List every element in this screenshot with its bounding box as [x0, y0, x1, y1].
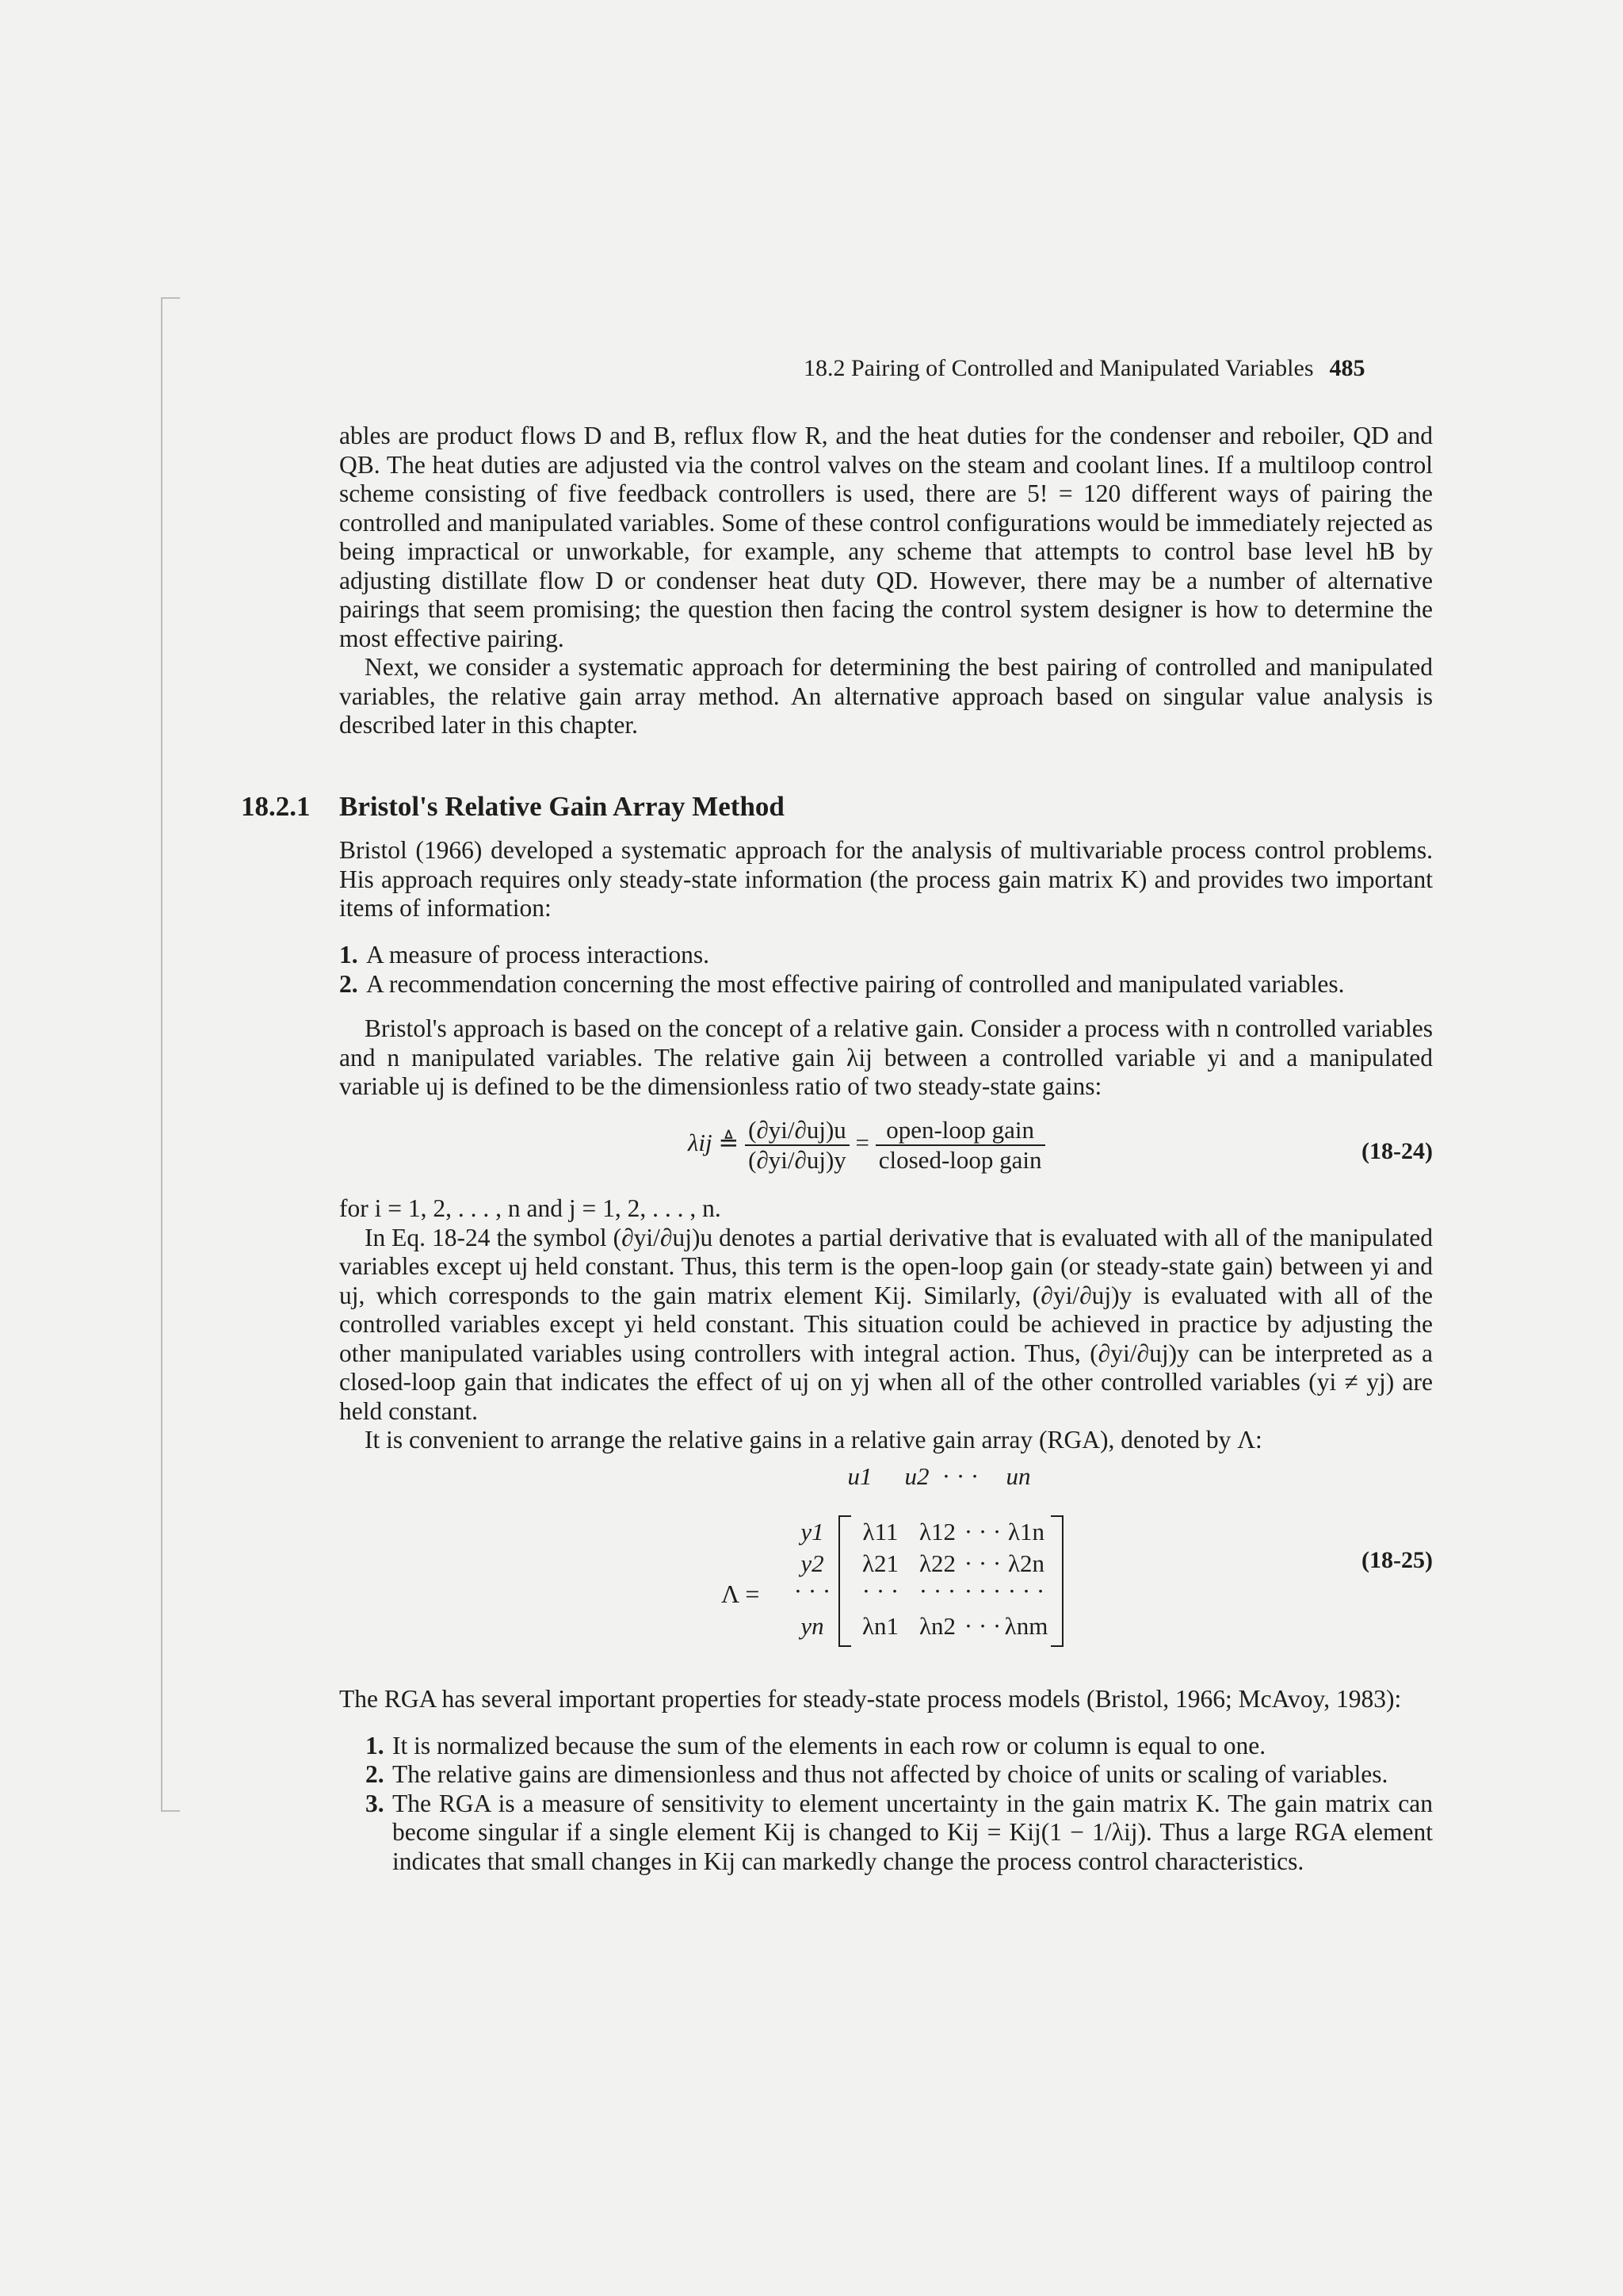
eq24-fraction-partials	[745, 1116, 850, 1175]
property-text: It is normalized because the sum of the elements in each row or column is equal to one.	[392, 1731, 1266, 1759]
eq24-lhs: λij	[688, 1129, 712, 1157]
matrix-cell: · · ·	[1007, 1577, 1045, 1605]
matrix-cell: · · ·	[861, 1577, 899, 1605]
section-number: 18.2.1	[241, 791, 311, 822]
eq24-def-symbol: ≜	[718, 1129, 739, 1157]
eq24-equals: =	[855, 1129, 869, 1157]
eq24-denominator-1: (∂yi/∂uj)y	[748, 1146, 846, 1174]
col-label: u2	[904, 1462, 930, 1490]
list-item	[339, 941, 1433, 970]
list-item-text: A recommendation concerning the most effective pairing of controlled and manipulated variables.	[366, 969, 1345, 998]
matrix-cell: λ1n	[1007, 1518, 1045, 1545]
equation-label-18-24: (18-24)	[1361, 1138, 1433, 1164]
section-intro	[339, 836, 1433, 923]
after-eq24-paragraph-2: It is convenient to arrange the relative gains in a relative gain array (RGA), denoted by Λ:	[365, 1426, 1262, 1454]
property-text: The relative gains are dimensionless and thus not affected by choice of units or scaling of variables.	[392, 1760, 1388, 1788]
matrix-cell: λ22	[918, 1549, 957, 1577]
matrix-cell: λ12	[918, 1518, 957, 1545]
intro-paragraph-2: Next, we consider a systematic approach for determining the best pairing of controlled and manipulated variables, the relative gain array method. An alternative approach based on singular value analysis is described later in this chapter.	[339, 653, 1433, 739]
section-list	[339, 941, 1433, 999]
matrix-cell: λn1	[861, 1612, 899, 1640]
matrix-cell: λ11	[862, 1518, 899, 1545]
property-text: The RGA is a measure of sensitivity to element uncertainty in the gain matrix K. The gain matrix can become singular if a single element Kij is changed to Kij = Kij(1 − 1/λij). Thus a large RGA element indicates that small changes in Kij can markedly change the process control characteristics.	[392, 1789, 1433, 1875]
property-number: 3.	[365, 1789, 384, 1817]
page-number: 485	[1329, 355, 1365, 381]
running-title: 18.2 Pairing of Controlled and Manipulated Variables	[804, 355, 1314, 381]
margin-tick-bottom	[161, 1810, 180, 1812]
list-item-number: 2.	[339, 969, 358, 998]
matrix-cell: · · ·	[964, 1549, 1002, 1577]
section-paragraph-2-block	[339, 1014, 1433, 1102]
matrix-cell: · · ·	[964, 1612, 1002, 1640]
equation-label-18-25: (18-25)	[1361, 1547, 1433, 1573]
property-item	[365, 1732, 1433, 1761]
eq24-numerator-1: (∂yi/∂uj)u	[745, 1116, 850, 1146]
row-label: yn	[800, 1612, 824, 1640]
matrix-cell: λn2	[918, 1612, 957, 1640]
list-item-text: A measure of process interactions.	[366, 941, 709, 968]
eq24-denominator-2: closed-loop gain	[878, 1146, 1042, 1174]
property-item	[365, 1760, 1433, 1790]
properties-section	[339, 1685, 1433, 1876]
margin-rule	[161, 297, 162, 1811]
index-range: for i = 1, 2, . . . , n and j = 1, 2, . . . , n.	[339, 1194, 721, 1222]
matrix-cell: λ2n	[1007, 1549, 1045, 1577]
intro-paragraph-1: ables are product flows D and B, reflux flow R, and the heat duties for the condenser and reboiler, QD and QB. The heat duties are adjusted via the control valves on the steam and coolant lines. If a multiloop control scheme consisting of five feedback controllers is used, there are 5! = 120 different ways of pairing the controlled and manipulated variables. Some of these control configurations would be immediately rejected as being impractical or unworkable, for example, any scheme that attempts to control base level hB by adjusting distillate flow D or condenser heat duty QD. However, there may be a number of alternative pairings that seem promising; the question then facing the control system designer is how to determine the most effective pairing.	[339, 422, 1433, 652]
eq25-lhs: Λ =	[721, 1580, 760, 1608]
properties-intro: The RGA has several important properties for steady-state process models (Bristol, 1966; McAvoy, 1983):	[339, 1685, 1402, 1713]
list-item	[339, 970, 1433, 999]
row-label: y1	[800, 1518, 824, 1545]
row-label: y2	[800, 1549, 824, 1577]
running-head	[804, 355, 1438, 382]
col-label: un	[1006, 1462, 1031, 1490]
section-title: Bristol's Relative Gain Array Method	[339, 791, 785, 822]
matrix-cell: · · ·	[964, 1577, 1002, 1605]
matrix-cell: λ21	[861, 1549, 899, 1577]
matrix-cell: · · ·	[964, 1518, 1002, 1545]
matrix-cell: · · ·	[918, 1577, 957, 1605]
section-paragraph-1: Bristol (1966) developed a systematic approach for the analysis of multivariable process control problems. His approach requires only steady-state information (the process gain matrix K) and provides two important items of information:	[339, 836, 1433, 922]
col-label: · · ·	[941, 1462, 980, 1490]
after-eq24-paragraph-1: In Eq. 18-24 the symbol (∂yi/∂uj)u denotes a partial derivative that is evaluated with all of the manipulated variables except uj held constant. Thus, this term is the open-loop gain (or steady-state gain) between yi and uj, which corresponds to the gain matrix element Kij. Similarly, (∂yi/∂uj)y is evaluated with all of the controlled variables except yi held constant. This situation could be achieved in practice by adjusting the other manipulated variables using controllers with integral action. Thus, (∂yi/∂uj)y can be interpreted as a closed-loop gain that indicates the effect of uj on yj when all of the other controlled variables (yi ≠ yj) are held constant.	[339, 1223, 1433, 1425]
after-eq24-text	[339, 1194, 1433, 1455]
section-paragraph-2: Bristol's approach is based on the concept of a relative gain. Consider a process with n controlled variables and n manipulated variables. The relative gain λij between a controlled variable yi and a manipulated variable uj is defined to be the dimensionless ratio of two steady-state gains:	[339, 1014, 1433, 1100]
list-item-number: 1.	[339, 941, 358, 968]
col-label: u1	[847, 1462, 873, 1490]
eq24-fraction-words	[876, 1116, 1045, 1175]
margin-tick-top	[161, 297, 180, 299]
eq24-numerator-2: open-loop gain	[876, 1116, 1045, 1146]
row-label: · · ·	[793, 1577, 831, 1605]
property-number: 1.	[365, 1731, 384, 1759]
property-item	[365, 1790, 1433, 1877]
matrix-cell: λnm	[1004, 1612, 1048, 1640]
intro-text	[339, 422, 1433, 740]
property-number: 2.	[365, 1760, 384, 1788]
equation-18-24	[688, 1116, 1045, 1175]
